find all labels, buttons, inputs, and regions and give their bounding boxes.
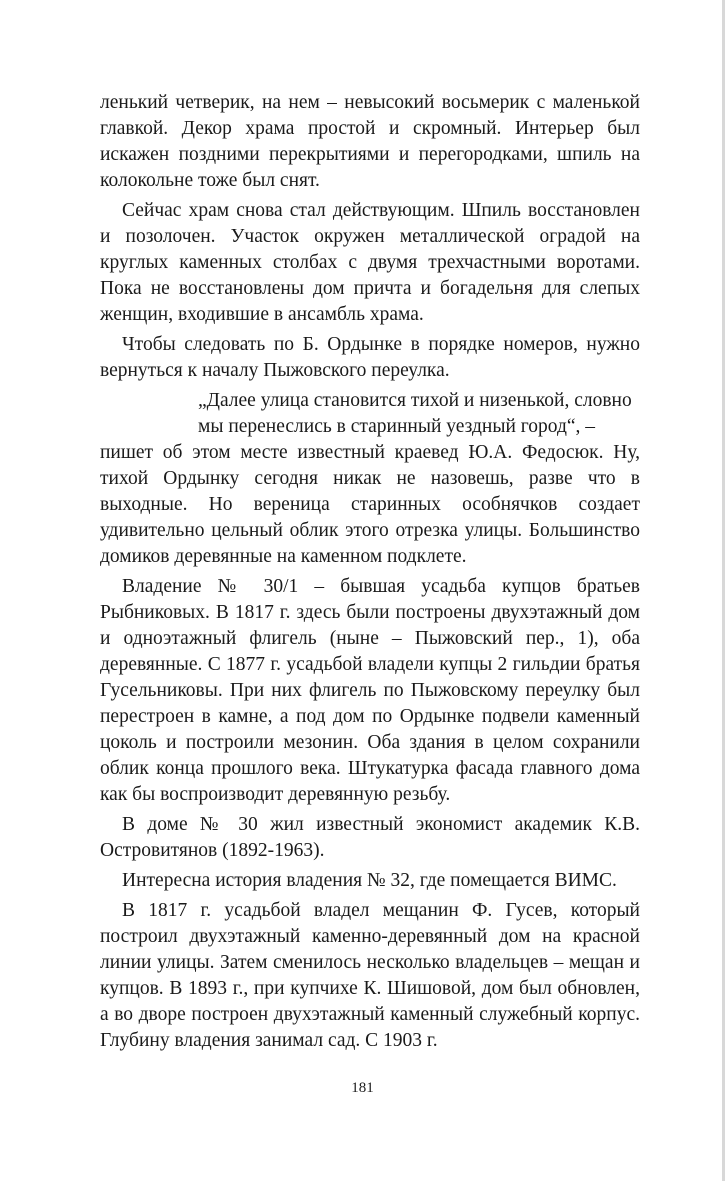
paragraph-house-30: В доме № 30 жил известный экономист академик К.В. Островитянов (1892-1963). (100, 814, 640, 861)
paragraph-estate-32: Интересна история владения № 32, где помещается ВИМС. (122, 870, 617, 891)
paragraph-church-restoration: Сейчас храм снова стал действующим. Шпиль восстановлен и позолочен. Участок окружен металлической оградой на круглых каменных столбах с двумя трехчастными воротами. Пока не восстановлены дом причта и богадельня для слепых женщин, входившие в ансамбль храма. (100, 200, 640, 325)
paragraph-route-note: Чтобы следовать по Б. Ордынке в порядке номеров, нужно вернуться к началу Пыжовского переулка. (100, 334, 640, 381)
quote-line-1: „Далее улица становится тихой и низенькой, словно (198, 390, 632, 411)
page-number: 181 (351, 1080, 374, 1096)
paragraph-continuation: ленький четверик, на нем – невысокий восьмерик с маленькой главкой. Декор храма простой и скромный. Интерьер был искажен поздними перекрытиями и перегородками, шпиль на колокольне тоже был снят. (100, 92, 640, 191)
body-text (100, 90, 640, 1054)
paragraph-estate-30-1: Владение № 30/1 – бывшая усадьба купцов братьев Рыбниковых. В 1817 г. здесь были построены двухэтажный дом и одноэтажный флигель (ныне – Пыжовский пер., 1), оба деревянные. С 1877 г. усадьбой владели купцы 2 гильдии братья Гусельниковы. При них флигель по Пыжовскому переулку был перестроен в камне, а под дом по Ордынке подвели каменный цоколь и построили мезонин. Оба здания в целом сохранили облик конца прошлого века. Штукатурка фасада главного дома как бы воспроизводит деревянную резьбу. (100, 576, 640, 805)
block-quote (100, 388, 640, 440)
paragraph-history-1817: В 1817 г. усадьбой владел мещанин Ф. Гусев, который построил двухэтажный каменно-деревянный дом на красной линии улицы. Затем сменилось несколько владельцев – мещан и купцов. В 1893 г., при купчихе К. Шишовой, дом был обновлен, а во дворе построен двухэтажный каменный служебный корпус. Глубину владения занимал сад. С 1903 г. (100, 900, 640, 1051)
quote-line-2: мы перенеслись в старинный уездный город“, – (198, 416, 596, 437)
paragraph-quote-attribution: пишет об этом месте известный краевед Ю.А. Федосюк. Ну, тихой Ордынку сегодня никак не назовешь, разве что в выходные. Но вереница старинных особнячков создает удивительно цельный облик этого отрезка улицы. Большинство домиков деревянные на каменном подклете. (100, 442, 640, 567)
